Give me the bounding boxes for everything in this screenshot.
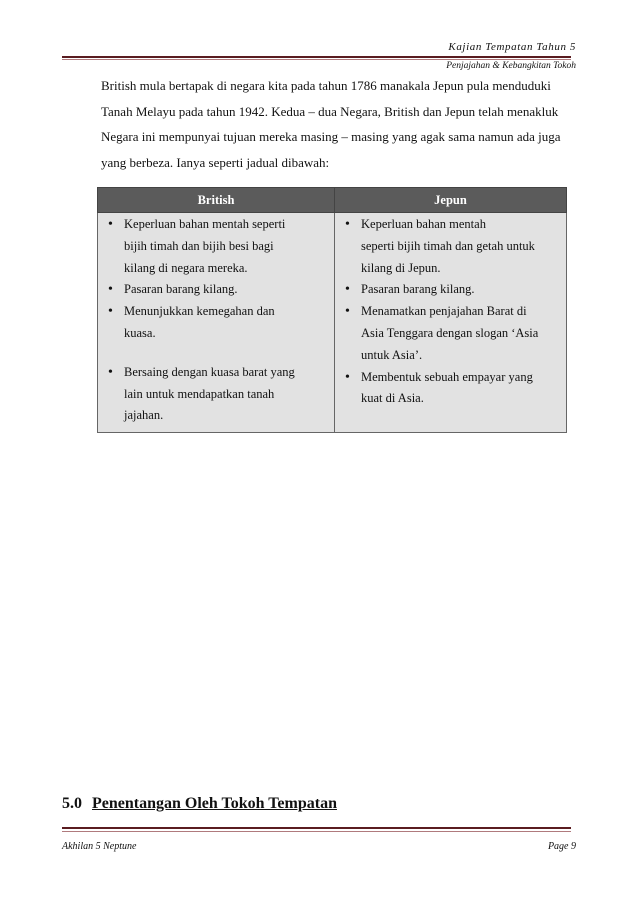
list-item xyxy=(106,301,328,345)
intro-line: Negara ini mempunyai tujuan mereka masing – masing yang agak sama namun ada juga xyxy=(101,129,561,144)
list-item-line: • Pasaran barang kilang. xyxy=(124,282,238,297)
intro-line: yang berbeza. Ianya seperti jadual dibawah: xyxy=(101,154,330,170)
table-row xyxy=(98,213,567,433)
list-item-line: Asia Tenggara dengan slogan ‘Asia xyxy=(361,325,539,340)
column-header-british: British xyxy=(98,188,335,213)
intro-line: British mula bertapak di negara kita pada tahun 1786 manakala Jepun pula menduduki xyxy=(101,78,551,93)
comparison-table xyxy=(97,187,567,433)
list-item xyxy=(343,367,560,411)
list-item-line: • Membentuk sebuah empayar yang xyxy=(361,369,533,384)
list-item xyxy=(106,279,328,301)
section-title: Penentangan Oleh Tokoh Tempatan xyxy=(92,795,337,812)
footer-rule-light xyxy=(62,831,571,832)
list-item-line: seperti bijih timah dan getah untuk xyxy=(361,238,535,253)
list-item-line: • Bersaing dengan kuasa barat yang xyxy=(124,364,295,379)
list-item-line: • Pasaran barang kilang. xyxy=(361,282,475,297)
list-item xyxy=(343,301,560,366)
list-item-line: jajahan. xyxy=(124,408,164,423)
list-item xyxy=(343,279,560,301)
header-title: Kajian Tempatan Tahun 5 xyxy=(448,41,576,53)
list-item-line: • Menunjukkan kemegahan dan xyxy=(124,304,275,319)
header-rule-top-dark xyxy=(62,56,571,58)
footer-page-number: Page 9 xyxy=(547,841,576,852)
list-item-line: kuasa. xyxy=(124,325,156,340)
table-header-row xyxy=(98,188,567,213)
british-list xyxy=(98,213,334,432)
header-subtitle: Penjajahan & Kebangkitan Tokoh xyxy=(446,61,576,71)
list-item xyxy=(106,362,328,427)
jepun-cell xyxy=(335,213,567,433)
list-item xyxy=(343,214,560,279)
intro-paragraph xyxy=(101,73,571,175)
section-heading xyxy=(62,795,337,813)
list-item-line: kilang di negara mereka. xyxy=(124,260,248,275)
list-item-line: untuk Asia’. xyxy=(361,347,423,362)
list-item-line: • Keperluan bahan mentah xyxy=(361,217,486,231)
british-cell xyxy=(98,213,335,433)
header-rule-top-light xyxy=(62,59,571,60)
list-item xyxy=(106,214,328,279)
list-item-line: bijih timah dan bijih besi bagi xyxy=(124,238,274,253)
list-item-line: lain untuk mendapatkan tanah xyxy=(124,386,275,401)
jepun-list xyxy=(335,213,566,415)
column-header-jepun: Jepun xyxy=(335,188,567,213)
section-number: 5.0 xyxy=(62,795,82,812)
footer-rule-dark xyxy=(62,827,571,829)
list-item-line: kilang di Jepun. xyxy=(361,260,441,275)
list-item-line: • Menamatkan penjajahan Barat di xyxy=(361,304,527,319)
list-item-line: kuat di Asia. xyxy=(361,391,424,406)
footer-author: Akhilan 5 Neptune xyxy=(62,841,137,852)
intro-line: Tanah Melayu pada tahun 1942. Kedua – dua Negara, British dan Jepun telah menakluk xyxy=(101,103,559,119)
list-item-line: • Keperluan bahan mentah seperti xyxy=(124,217,286,231)
